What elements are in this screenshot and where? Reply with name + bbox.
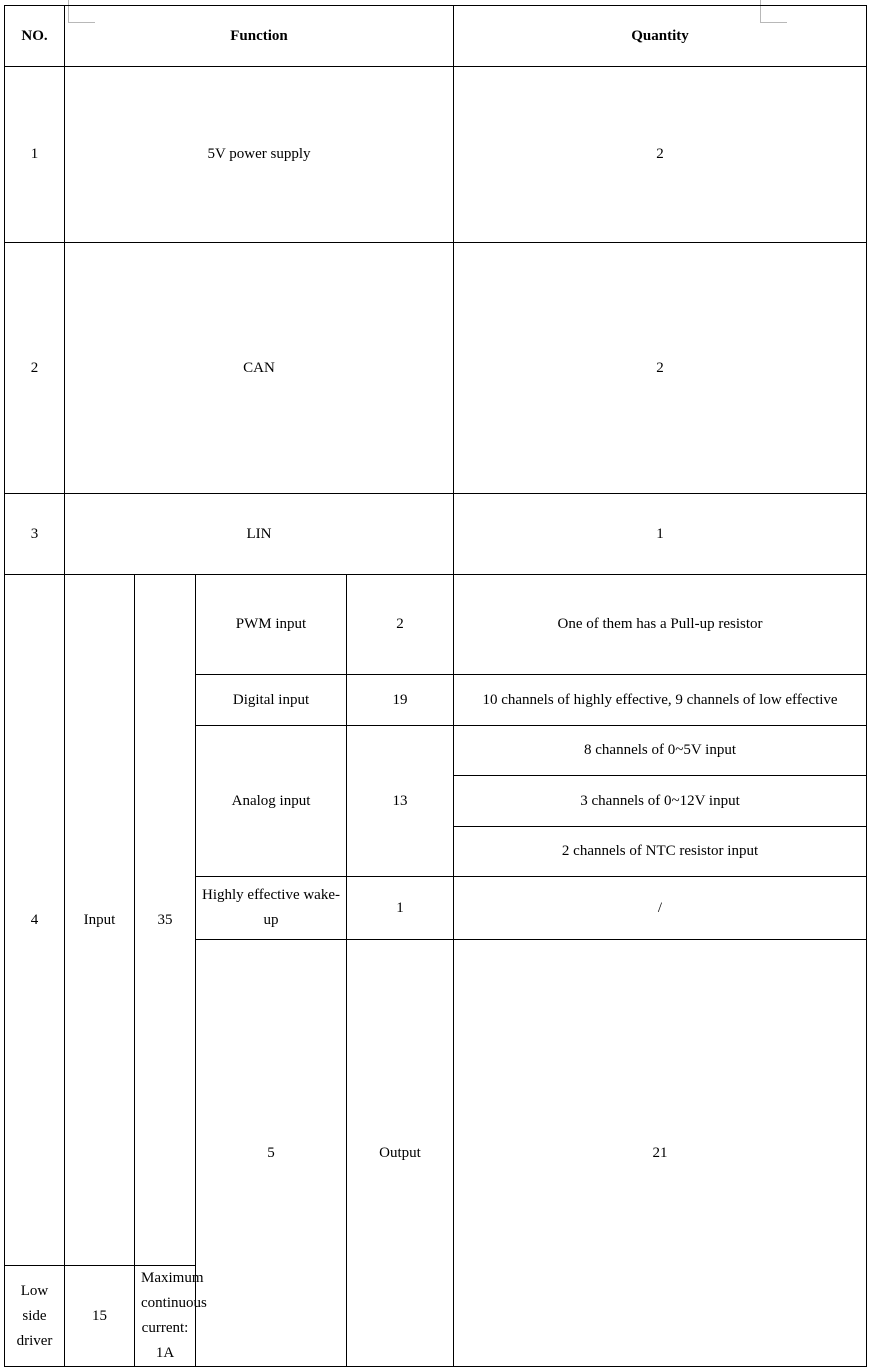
- sub-remarks-analog-2: 3 channels of 0~12V input: [454, 776, 867, 827]
- sub-remarks-low-side: Maximum continuous current: 1A: [135, 1266, 196, 1367]
- sub-quantity-wakeup: 1: [347, 877, 454, 940]
- row-quantity: 1: [454, 494, 867, 575]
- sub-quantity-low-side: 15: [65, 1266, 135, 1367]
- table-row: [5, 575, 867, 675]
- group-label-input: Input: [65, 575, 135, 1266]
- sub-function-analog: Analog input: [196, 726, 347, 877]
- header-no: NO.: [5, 6, 65, 67]
- group-total-input: 35: [135, 575, 196, 1266]
- row-no: 1: [5, 67, 65, 243]
- row-no: 4: [5, 575, 65, 1266]
- sub-function-digital: Digital input: [196, 675, 347, 726]
- row-function: 5V power supply: [65, 67, 454, 243]
- row-quantity: 2: [454, 67, 867, 243]
- table-row: [5, 67, 867, 243]
- sub-remarks-analog-1: 8 channels of 0~5V input: [454, 726, 867, 776]
- row-no: 2: [5, 243, 65, 494]
- sub-quantity-analog: 13: [347, 726, 454, 877]
- row-no: 3: [5, 494, 65, 575]
- group-total-output: 21: [454, 940, 867, 1367]
- sub-remarks-pwm: One of them has a Pull-up resistor: [454, 575, 867, 675]
- table-row: [5, 494, 867, 575]
- row-no: 5: [196, 940, 347, 1367]
- sub-function-wakeup: Highly effective wake-up: [196, 877, 347, 940]
- sub-function-pwm: PWM input: [196, 575, 347, 675]
- sub-quantity-pwm: 2: [347, 575, 454, 675]
- sub-quantity-digital: 19: [347, 675, 454, 726]
- sub-remarks-digital: 10 channels of highly effective, 9 channels of low effective: [454, 675, 867, 726]
- header-quantity: Quantity: [454, 6, 867, 67]
- header-row: [5, 6, 867, 67]
- function-spec-table: [4, 5, 867, 1367]
- sub-remarks-analog-3: 2 channels of NTC resistor input: [454, 827, 867, 877]
- sub-function-low-side: Low side driver: [5, 1266, 65, 1367]
- sub-remarks-wakeup: /: [454, 877, 867, 940]
- row-quantity: 2: [454, 243, 867, 494]
- row-function: LIN: [65, 494, 454, 575]
- group-label-output: Output: [347, 940, 454, 1367]
- table-row: [5, 243, 867, 494]
- row-function: CAN: [65, 243, 454, 494]
- header-function: Function: [65, 6, 454, 67]
